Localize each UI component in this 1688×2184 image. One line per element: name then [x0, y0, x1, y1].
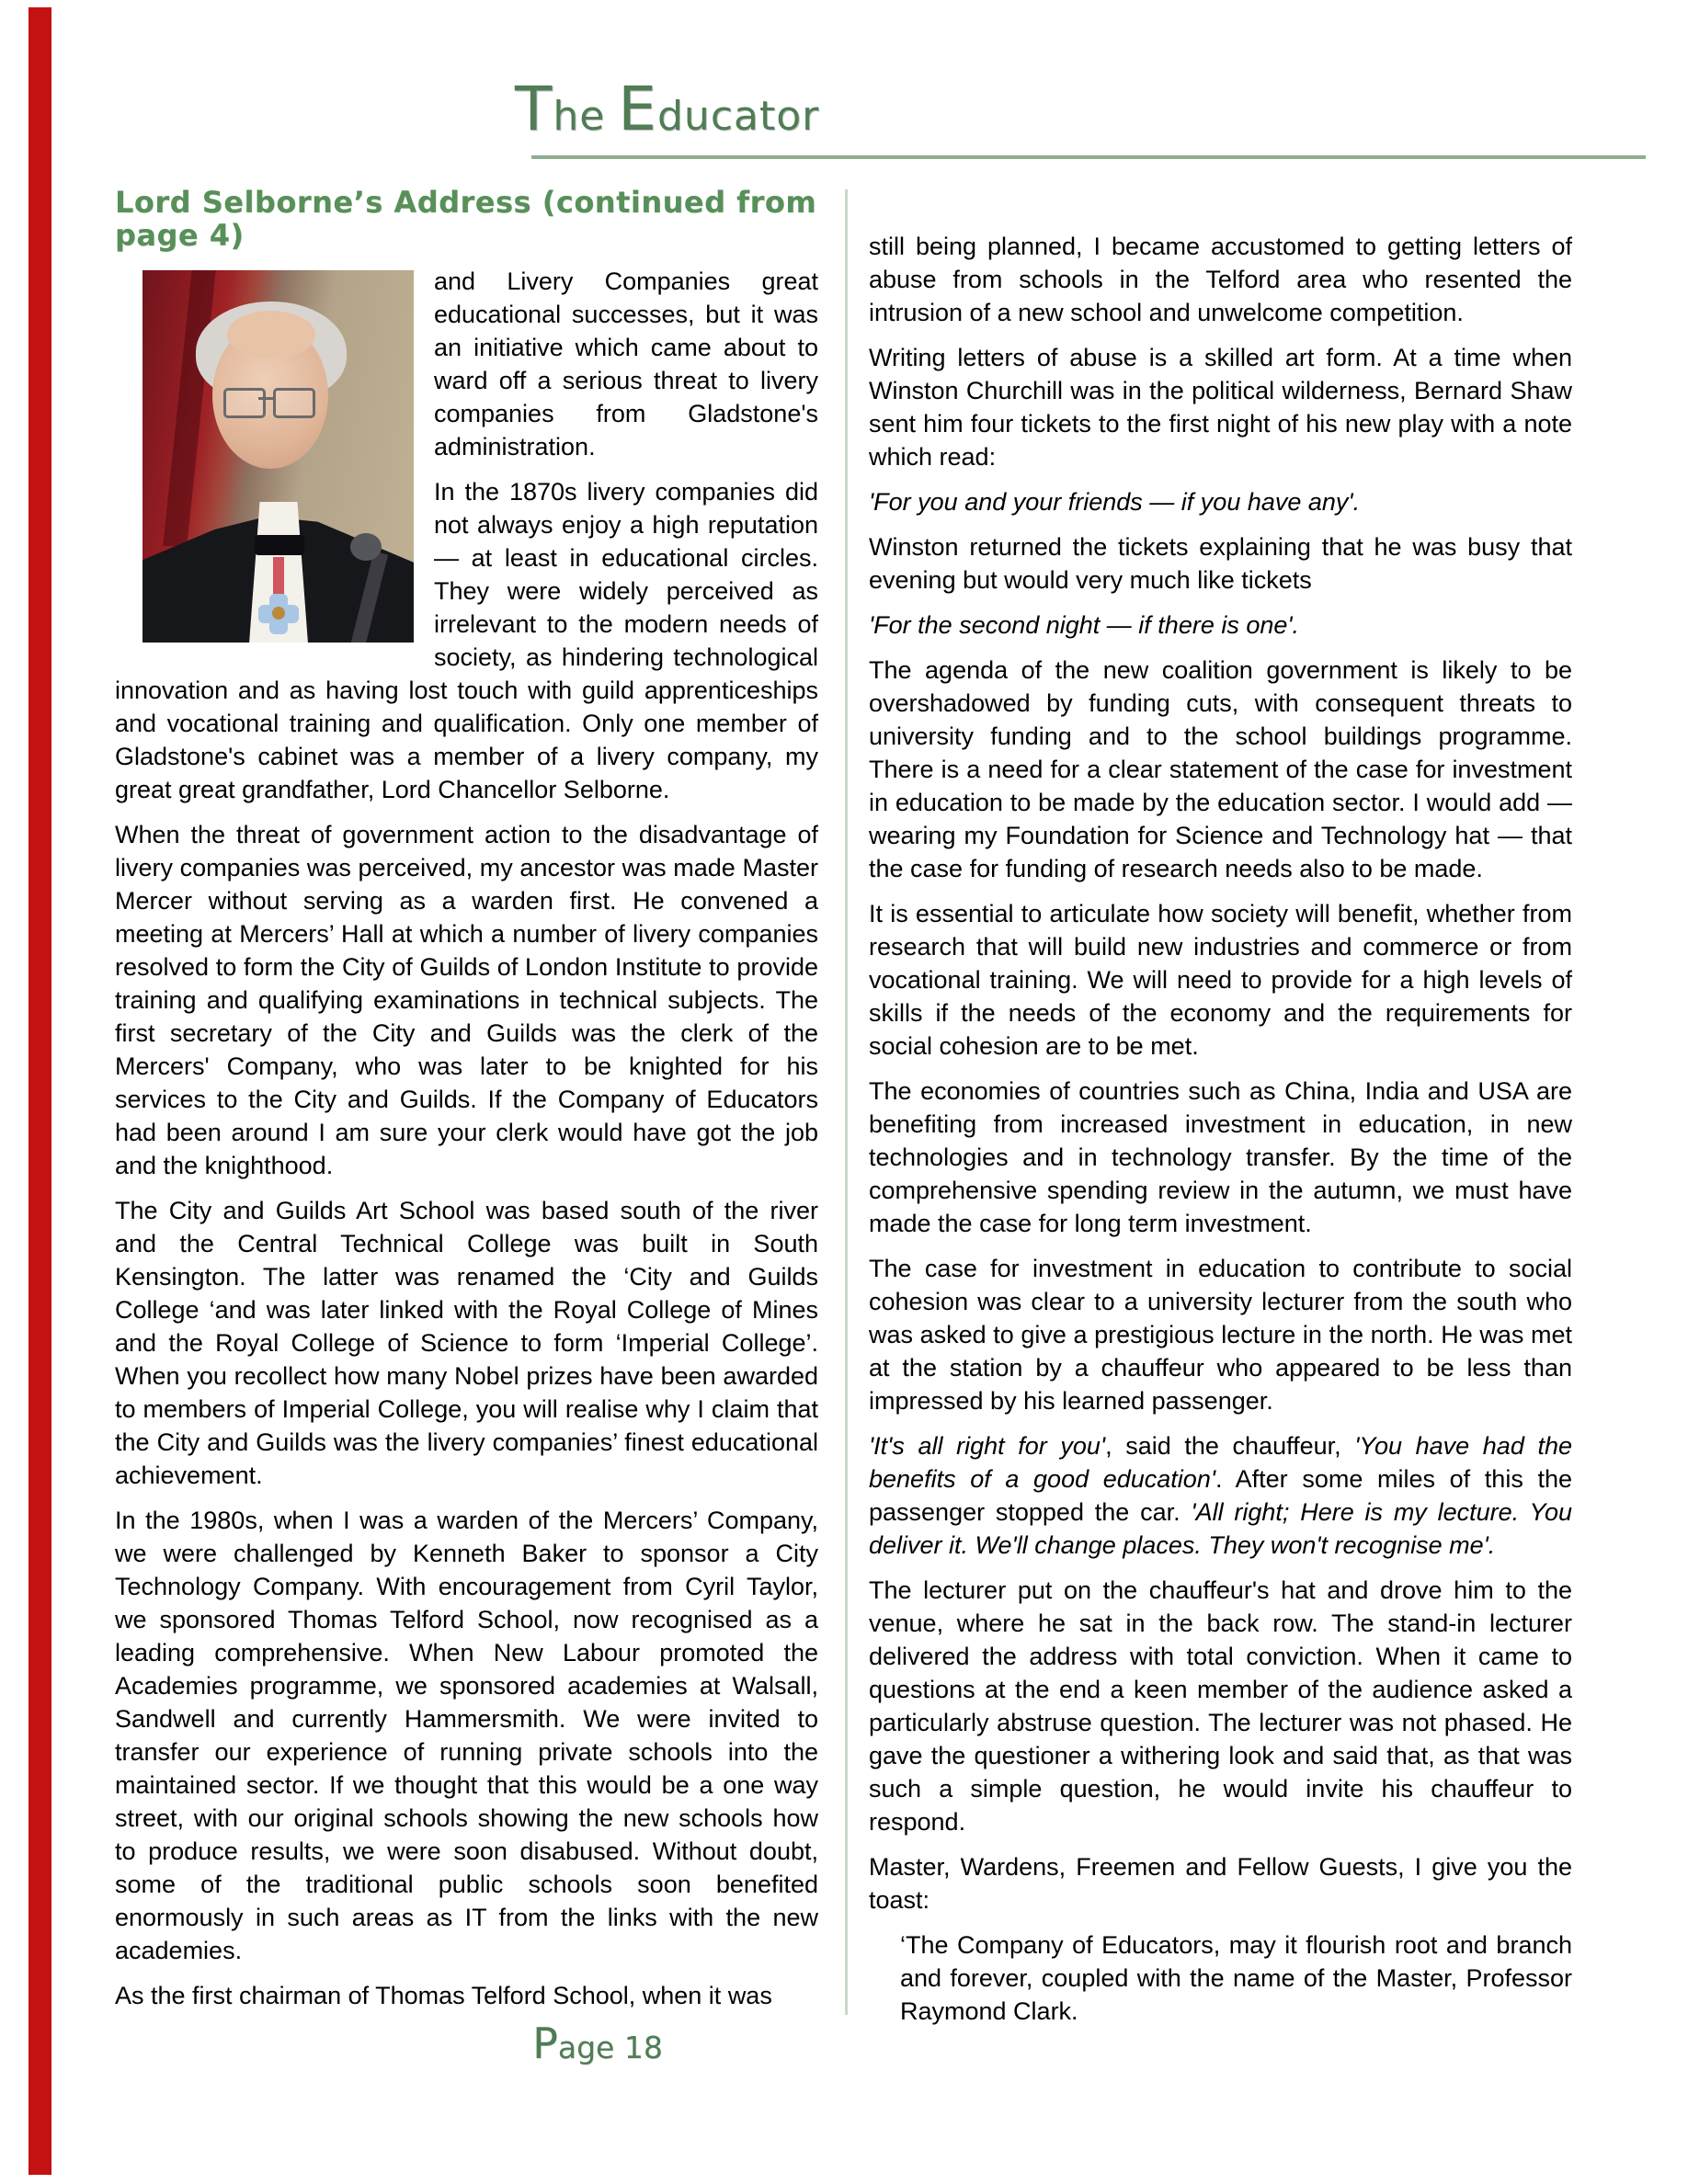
text-segment: 'It's all right for you' — [869, 1432, 1106, 1460]
portrait-photo — [143, 270, 414, 643]
text-segment: In the 1980s, when I was a warden of the Mercers’ Company, we were challenged by Kenneth Baker to sponsor a City Technology Company. With encouragement from Cyril Taylor, we sponsored Thomas Telford School, now recognised as a leading comprehensive. When New Labour promoted the Academies programme, we sponsored academies at Walsall, Sandwell and currently Hammersmith. We were invited to transfer our experience of running private schools into the maintained sector. If we thought that this would be a one way street, with our original schools showing the new schools how to produce results, we were soon disabused. Without doubt, some of the traditional public schools soon benefited enormously in such areas as IT from the links with the new academies. — [115, 1507, 818, 1964]
paragraph — [115, 1504, 818, 1967]
left-column — [115, 186, 818, 2040]
masthead-underline — [531, 155, 1646, 159]
text-segment: It is essential to articulate how society will benefit, whether from research that will build new industries and commerce or from vocational training. We will need to provide for a high levels of skills if the needs of the economy and the requirements for social cohesion are to be met. — [869, 900, 1572, 1060]
photo-glasses-left-lens — [223, 388, 266, 418]
text-segment: and Livery Companies great educational successes, but it was an initiative which came about to ward off a serious threat to livery companies from Gladstone's administration. — [434, 267, 818, 461]
paragraph — [869, 230, 1572, 329]
paragraph — [115, 1194, 818, 1492]
photo-microphone-head — [350, 533, 382, 561]
title-word2-rest: ducator — [657, 93, 820, 140]
photo-glasses-right-lens — [273, 388, 315, 418]
text-segment: The lecturer put on the chauffeur's hat and drove him to the venue, where he sat in the back row. The stand-in lecturer delivered the address with total conviction. When it came to questions at the end a keen member of the audience asked a particularly abstruse question. The lecturer was not phased. He gave the questioner a withering look and said that, as that was such a simple question, he would invite his chauffeur to respond. — [869, 1576, 1572, 1836]
paragraph — [115, 818, 818, 1182]
right-column — [869, 186, 1572, 2040]
paragraph — [869, 897, 1572, 1063]
text-segment: 'You have had the benefits of a good education' — [869, 1432, 1572, 1493]
spine-accent-bar — [29, 7, 51, 2175]
text-segment: still being planned, I became accustomed to getting letters of abuse from schools in the Telford area who resented the intrusion of a new school and unwelcome competition. — [869, 233, 1572, 326]
photo-curtain-fold — [163, 270, 216, 546]
photo-bow-tie — [255, 535, 304, 555]
title-initial-t: T — [515, 74, 553, 144]
photo-medal-ribbon — [273, 557, 284, 597]
text-segment: Master, Wardens, Freemen and Fellow Guests, I give you the toast: — [869, 1853, 1572, 1914]
photo-forehead — [227, 311, 315, 358]
article-heading: Lord Selborne’s Address (continued from page 4) — [115, 185, 817, 253]
paragraph — [869, 341, 1572, 473]
paragraph — [869, 1928, 1572, 2028]
page-number: Page 18 — [532, 2019, 663, 2068]
photo-medal-centre — [272, 607, 285, 620]
title-initial-e: E — [618, 74, 657, 144]
text-segment: The agenda of the new coalition government is likely to be overshadowed by funding cuts, with consequent threats to university funding and to the school buildings programme. There is a need for a clear statement of the case for investment in education to be made by the education sector. I would add — wearing my Foundation for Science and Technology hat — that the case for funding of research needs also to be made. — [869, 656, 1572, 882]
title-word1-rest: he — [553, 93, 606, 140]
paragraph — [869, 530, 1572, 597]
text-segment: Winston returned the tickets explaining that he was busy that evening but would very much like tickets — [869, 533, 1572, 594]
quote-line — [869, 485, 1572, 518]
text-segment: 'For you and your friends — if you have any'. — [869, 488, 1361, 516]
newsletter-title — [515, 74, 820, 144]
text-segment: Writing letters of abuse is a skilled art form. At a time when Winston Churchill was in the political wilderness, Bernard Shaw sent him four tickets to the first night of his new play with a note which read: — [869, 344, 1572, 471]
text-segment: In the 1870s livery companies did not always enjoy a high reputation — at least in educational circles. They were widely perceived as irrelevant to the modern needs of society, as hindering technological innovation and as having lost touch with guild apprenticeships and vocational training and qualification. Only one member of Gladstone's cabinet was a member of a livery company, my great great grandfather, Lord Chancellor Selborne. — [115, 478, 818, 803]
paragraph — [869, 1075, 1572, 1240]
paragraph — [869, 1429, 1572, 1562]
paragraph — [869, 1252, 1572, 1417]
text-segment: When the threat of government action to the disadvantage of livery companies was perceived, my ancestor was made Master Mercer without serving as a warden first. He convened a meeting at Mercers’ Hall at which a number of livery companies resolved to form the City of Guilds of London Institute to provide training and qualifying examinations in technical subjects. The first secretary of the City and Guilds was the clerk of the Mercers' Company, who was later to be knighted for his services to the City and Guilds. If the Company of Educators had been around I am sure your clerk would have got the job and the knighthood. — [115, 821, 818, 1179]
text-segment: The City and Guilds Art School was based south of the river and the Central Technical College was built in South Kensington. The latter was renamed the ‘City and Guilds College ‘and was later linked with the Royal College of Mines and the Royal College of Science to form ‘Imperial College’. When you recollect how many Nobel prizes have been awarded to members of Imperial College, you will realise why I claim that the City and Guilds was the livery companies’ finest educational achievement. — [115, 1197, 818, 1489]
paragraph — [869, 1574, 1572, 1838]
text-segment: As the first chairman of Thomas Telford School, when it was — [115, 1982, 772, 2009]
photo-glasses-bridge — [258, 397, 275, 400]
paragraph — [115, 1979, 818, 2012]
paragraph — [869, 1850, 1572, 1917]
article-body — [115, 186, 1572, 2040]
text-segment: The economies of countries such as China, India and USA are benefiting from increased investment in education, in new technologies and in technology transfer. By the time of the comprehensive spending review in the autumn, we must have made the case for long term investment. — [869, 1077, 1572, 1237]
text-segment: The case for investment in education to contribute to social cohesion was clear to a university lecturer from the south who was asked to give a prestigious lecture in the north. He was met at the station by a chauffeur who appeared to be less than impressed by his learned passenger. — [869, 1255, 1572, 1415]
text-segment: 'All right; Here is my lecture. You deliver it. We'll change places. They won't recognise me'. — [869, 1498, 1573, 1559]
paragraph — [869, 654, 1572, 885]
text-segment: 'For the second night — if there is one'. — [869, 611, 1300, 639]
quote-line — [869, 609, 1572, 642]
text-segment: . After some miles of this the passenger stopped the car. — [869, 1465, 1572, 1526]
column-divider-rule — [845, 189, 848, 2015]
text-segment: ‘The Company of Educators, may it flourish root and branch and forever, coupled with the name of the Master, Professor Raymond Clark. — [900, 1931, 1572, 2025]
text-segment: , said the chauffeur, — [1105, 1432, 1355, 1460]
